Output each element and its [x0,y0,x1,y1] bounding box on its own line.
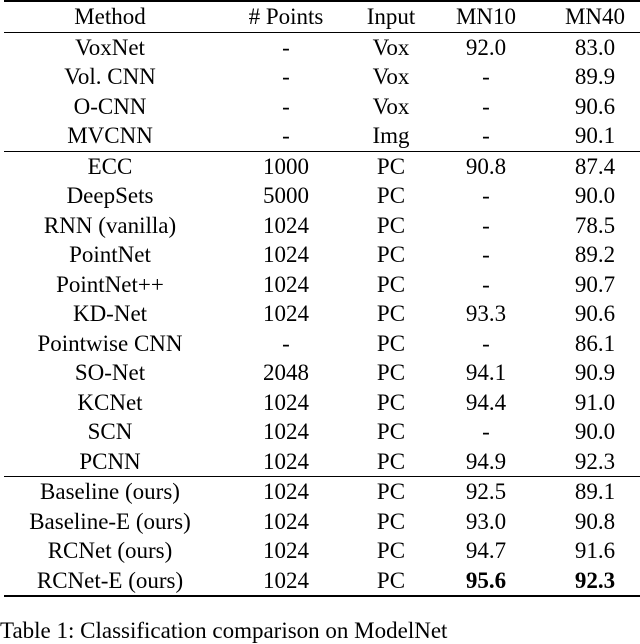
table-cell: 90.1 [574,123,616,148]
header-mn10: MN10 [455,4,517,29]
table-cell: 95.6 [465,567,507,593]
table-cell: 5000 [263,183,309,208]
table-group [4,32,640,151]
table-cell: O-CNN [73,93,147,119]
table-cell: 90.8 [574,508,616,534]
table-row [4,299,640,329]
table-cell: PC [376,183,406,208]
table-row [4,358,640,388]
table-cell: PCNN [79,448,141,474]
table-cell: 93.0 [465,508,507,534]
table-cell: 86.1 [574,330,616,356]
header-points: # Points [248,4,324,29]
table-cell: RCNet (ours) [47,538,173,563]
header-mn40: MN40 [564,4,626,29]
table-cell: 1024 [263,567,309,593]
table-cell: PC [376,567,406,593]
table-cell: - [282,330,290,356]
table-row [4,329,640,359]
table-cell: 90.8 [465,153,507,179]
table-cell: 94.7 [465,538,507,563]
table-cell: - [282,123,290,148]
table-cell: PC [376,301,406,326]
table-cell: PC [376,479,406,504]
table-cell: 92.0 [465,34,507,60]
table-cell: PointNet [69,242,151,267]
table-row [4,151,640,181]
table-cell: 91.6 [574,538,616,563]
table-cell: PC [376,538,406,563]
table-cell: MVCNN [67,123,153,148]
table-cell: 94.9 [465,448,507,474]
table-caption: Table 1: Classification comparison on ModelNet [0,618,448,643]
table-cell: 1024 [263,301,309,326]
table-cell: 92.5 [465,479,507,504]
table-row [4,417,640,447]
table-cell: 89.2 [574,242,616,267]
table-cell: 1024 [263,242,309,267]
table-row [4,270,640,300]
table-cell: PC [376,271,406,297]
table-cell: 1024 [263,419,309,444]
table-cell: Img [372,123,410,148]
table-row [4,121,640,151]
table-row [4,388,640,418]
table-cell: 1024 [263,538,309,563]
table-cell: Pointwise CNN [37,330,183,356]
table-cell: DeepSets [66,183,154,208]
table-row [4,62,640,92]
table-group [4,477,640,597]
table-cell: PC [376,389,406,415]
table-cell: - [482,212,490,238]
table-cell: VoxNet [75,34,145,60]
table-cell: 91.0 [574,389,616,415]
table-cell: - [482,123,490,148]
table-cell: 1024 [263,271,309,297]
table-cell: PC [376,330,406,356]
table-row [4,32,640,62]
table-cell: ECC [87,153,133,179]
table-row [4,507,640,537]
table-cell: - [282,93,290,119]
table-cell: 90.0 [574,419,616,444]
table-cell: 1024 [263,508,309,534]
table-cell: 90.6 [574,93,616,119]
table-cell: 90.6 [574,301,616,326]
header-input: Input [366,4,416,29]
table-cell: KD-Net [72,301,148,326]
table-cell: 1024 [263,389,309,415]
table-row [4,536,640,566]
table-cell: - [482,242,490,267]
table-cell: 87.4 [574,153,616,179]
table-cell: - [482,93,490,119]
table-row [4,92,640,122]
table-cell: PC [376,242,406,267]
table-cell: 90.0 [574,183,616,208]
table-cell: 94.4 [465,389,507,415]
table-cell: 1024 [263,212,309,238]
table-cell: - [482,64,490,89]
table-cell: PC [376,508,406,534]
table-row [4,181,640,211]
table-cell: 94.1 [465,360,507,385]
table-row [4,447,640,477]
table-cell: PC [376,448,406,474]
table-cell: PC [376,212,406,238]
table-cell: PC [376,419,406,444]
table-cell: PC [376,153,406,179]
table-cell: SCN [87,419,133,444]
table-cell: RCNet-E (ours) [36,567,184,593]
table-cell: - [482,183,490,208]
header-method: Method [74,4,146,29]
table-cell: - [482,419,490,444]
table-cell: 93.3 [465,301,507,326]
table-cell: 78.5 [574,212,616,238]
table-cell: RNN (vanilla) [43,212,177,238]
table-cell: KCNet [77,389,143,415]
table-cell: 89.9 [574,64,616,89]
table-cell: Baseline-E (ours) [29,508,191,534]
table-cell: PC [376,360,406,385]
table-cell: 90.9 [574,360,616,385]
table-cell: 1000 [263,153,309,179]
table-cell: Baseline (ours) [40,479,180,504]
table-cell: 1024 [263,479,309,504]
table-cell: Vox [372,93,410,119]
table-cell: SO-Net [74,360,146,385]
table-group [4,151,640,477]
table-row [4,211,640,241]
table-cell: Vox [372,64,410,89]
table-cell: 90.7 [574,271,616,297]
table-cell: 89.1 [574,479,616,504]
table-cell: 92.3 [574,448,616,474]
table-cell: Vol. CNN [64,64,156,89]
table-cell: - [482,330,490,356]
table-row [4,240,640,270]
table-row [4,566,640,597]
table-cell: - [282,34,290,60]
table-cell: 1024 [263,448,309,474]
table-cell: - [282,64,290,89]
table-cell: Vox [372,34,410,60]
header-row [4,1,640,32]
table-row [4,477,640,507]
table-cell: - [482,271,490,297]
table-cell: 83.0 [574,34,616,60]
results-table [4,0,640,597]
table-cell: 2048 [263,360,309,385]
table-cell: 92.3 [574,567,616,593]
table-cell: PointNet++ [56,271,164,297]
